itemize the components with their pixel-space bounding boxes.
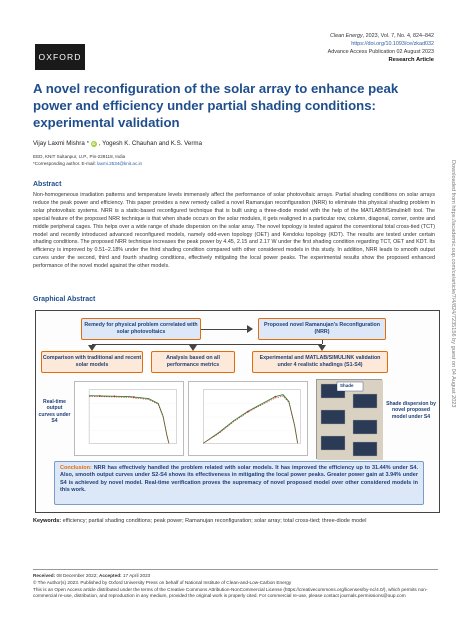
ga-shade-label: Shade dispersion by novel proposed model under S4	[386, 401, 436, 420]
ga-experimental-box: Experimental and MATLAB/SIMULINK validation under 4 realistic shadings (S1-S4)	[252, 351, 388, 373]
keywords-text: efficiency; partial shading conditions; peak power; Ramanujan reconfiguration; solar array; total cross-tied; three-diode model	[61, 518, 367, 524]
ga-conclusion-text: NRR has effectively handled the problem related with solar models. It has improved the efficiency up to 31.44% under S4. Also, smooth output curves under S2-S4 shows its effectiveness in mitigating the local power peaks. Greater power gain at 3.94% under S4 is achieved by novel model. Real-time verification proves the supremacy of novel proposed model over other considered models in this work.	[60, 465, 418, 493]
ga-branch-stem	[322, 340, 323, 344]
journal-citation	[328, 32, 434, 40]
author-first[interactable]: Vijay Laxmi Mishra	[33, 140, 85, 147]
author-list	[33, 140, 202, 147]
accepted-label: Accepted:	[98, 573, 122, 578]
accepted-date: 17 April 2023	[121, 573, 151, 578]
footer-dates	[33, 573, 438, 579]
publication-date: Advance Access Publication 02 August 2023	[327, 49, 434, 55]
graphical-abstract-heading: Graphical Abstract	[33, 296, 96, 303]
author-others[interactable]: , Yogesh K. Chauhan and K.S. Verma	[98, 140, 203, 147]
article-type: Research Article	[388, 57, 434, 63]
orcid-icon[interactable]: iD	[92, 141, 96, 146]
journal-volume: , 2023, Vol. 7, No. 4, 824–842	[362, 33, 434, 39]
keywords	[33, 518, 453, 526]
ga-solar-panel-photo	[316, 379, 382, 459]
ga-pv-curve-chart	[188, 381, 308, 456]
footer-divider	[33, 569, 438, 570]
footer-copyright: © The Author(s) 2023. Published by Oxford University Press on behalf of National Institute of Clean-and-Low-Carbon Energy	[33, 580, 292, 585]
ga-realtime-label: Real-time output curves under S4	[38, 399, 71, 425]
ga-arrow-right	[247, 325, 253, 333]
received-date: 08 December 2022;	[55, 573, 98, 578]
corresponding-mark: *	[86, 140, 89, 147]
ga-compare-box: Comparison with traditional and recent solar models	[41, 351, 143, 373]
affiliation-1: EED, KNIT Sultanpur, U.P., Pin-228118, India	[33, 154, 126, 159]
received-label: Received:	[33, 573, 56, 578]
corresponding-prefix: *Corresponding author. E-mail:	[33, 160, 98, 166]
ga-connector	[201, 329, 251, 330]
oxford-logo[interactable]: OXFORD	[35, 44, 85, 70]
corresponding-email[interactable]: laxmi.2534@knit.ac.in	[97, 160, 143, 166]
ga-remedy-box: Remedy for physical problem correlated with solar photovoltaics	[81, 318, 201, 340]
graphical-abstract-figure	[35, 310, 440, 513]
journal-meta	[328, 32, 434, 64]
affiliation-2	[33, 161, 433, 168]
ga-shade-tag: Shade	[340, 383, 354, 388]
ga-conclusion-lead: Conclusion:	[60, 465, 92, 471]
keywords-label: Keywords:	[33, 518, 62, 524]
download-watermark: Downloaded from https://academic.oup.com/ce/article/7/4/824/7235156 by guest on 04 August 2023	[450, 160, 456, 408]
journal-name: Clean Energy	[329, 33, 363, 39]
article-title: A novel reconfiguration of the solar array to enhance peak power and efficiency under partial shading conditions: experimental validation	[33, 81, 399, 130]
doi-link[interactable]: https://doi.org/10.1093/ce/zkad032	[351, 41, 434, 47]
ga-conclusion-box	[54, 461, 424, 505]
ga-analysis-box: Analysis based on all performance metrics	[151, 351, 235, 373]
ga-iv-curve-chart	[74, 381, 184, 456]
abstract-heading: Abstract	[33, 181, 62, 188]
abstract-text: Non-homogeneous irradiation patterns and temperature levels immensely affect the performance of solar photovoltaic arrays. Partial shading conditions on solar arrays reduce the peak power and efficiency. This paper provides a new remedy called a novel Ramanujan reconfiguration (NRR) to eliminate this physical shading problem in solar photovoltaic systems. NRR is a static-based reconfigured technique that is built using a three-diode model with the help of the MATLAB®/Simulink® tool. The special feature of the proposed NRR technique is that when shade occurs on the solar modules, it gets realigned in a particular row, column, diagonal, corner, centre and middle peripheral cages. This helps over a wide range of shade dispersion on the solar array. The novel topology is tested against the conventional total cross-tied (TCT) model and recently introduced advanced reconfigured models, namely odd-even topology (OET) and Kendoku topology (KDT). The results are tested under certain shading conditions. The proposed NRR technique increases the peak power by 4.45, 2.15 and 2.17 W under the first shading condition regarding TCT, OET and KDT. Its efficiency is improved by 0.51–2.18% under the third shading condition compared with other considered models in this study. In addition, NRR leads to smooth output curves under the second, third and fourth shading conditions, effectively mitigating the local power peaks. The experimental results show the proposed enhanced performance of the novel model against the other models.	[33, 192, 435, 270]
ga-branch-line	[92, 344, 322, 345]
footer-license: This is an Open Access article distributed under the terms of the Creative Commons Attribution-NonCommercial License (https://creativecommons.org/licenses/by-nc/4.0/), which permits non-commercial re-use, distribution, and reproduction in any medium, provided the original work is properly cited. For commercial re-use, please contact journals.permissions@oup.com	[33, 587, 428, 599]
ga-proposed-box: Proposed novel Ramanujan's Reconfiguration (NRR)	[258, 318, 386, 340]
